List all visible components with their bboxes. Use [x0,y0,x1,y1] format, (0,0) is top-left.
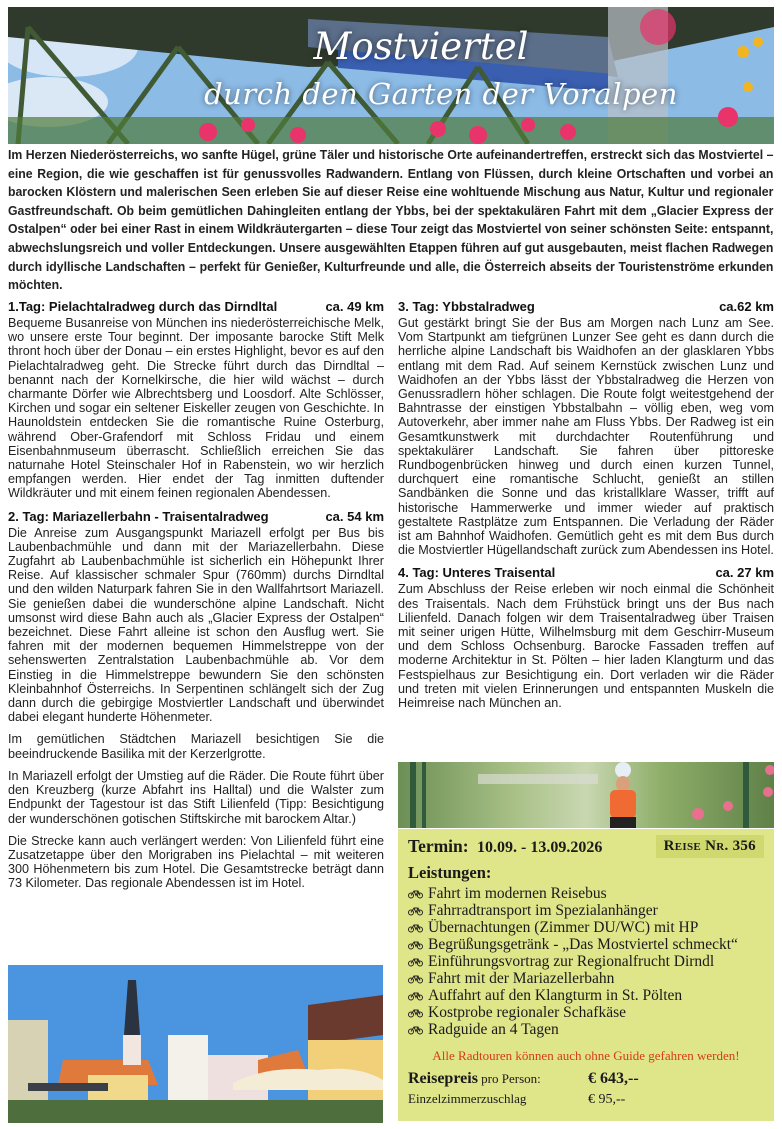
day-1-section [8,299,384,501]
leistung-item [408,953,764,970]
day-1-heading [8,299,384,315]
bicycle-icon [408,923,423,933]
day-4-section [398,565,774,710]
price-label-bold: Reisepreis [408,1070,478,1087]
day-2-text-2: Im gemütlichen Städtchen Mariazell besichtigen Sie die beeindruckende Basilika mit der Kerzerlgrotte. [8,732,384,761]
leistungen-title: Leistungen: [408,863,492,882]
leistung-item [408,885,764,902]
leistung-text: Kostprobe regionaler Schafkäse [428,1004,626,1021]
single-supplement-label: Einzelzimmerzuschlag [408,1091,527,1106]
st-poelten-town-photo [8,965,383,1123]
day-2-text-3: In Mariazell erfolgt der Umstieg auf die Räder. Die Route führt über den Kreuzberg (kurze Abfahrt ins Halltal) und die Walster zum Endpunkt der Tagestour ist das Stift Lilienfeld (Tipp: Besichtigung der wunderschönen gotischen Stiftskirche mit barockem Altar.) [8,768,384,826]
day-2-section [8,509,384,891]
bicycle-icon [408,889,423,899]
single-supplement-row [408,1091,764,1108]
day-1-title: 1.Tag: Pielachtalradweg durch das Dirndltal [8,299,278,314]
day-2-heading [8,509,384,525]
day-2-text-1: Die Anreise zum Ausgangspunkt Mariazell erfolgt per Bus bis Laubenbachmühle und dann mit der Mariazellerbahn. Diese Zugfahrt ab Laubenbachmühle ist sicherlich ein Höhepunkt Ihrer Reise. Auf klassischer schmaler Spur (760mm) durchs Dirndltal und den wilden Naturpark fahren Sie in den Wallfahrtsort Mariazell. Sie genießen dabei die wunderschöne alpine Landschaft. Nicht umsonst wird diese Bahn auch als „Glacier Express der Ostalpen“ bezeichnet. Diese Fahrt alleine ist schon den Ausflug wert. Sie fahren mit der modernen bequemen Himmelstreppe von der sehenswerten Zentralstation Laubenbachmühle ab. Vor dem Einstieg in die Himmelstreppe bewundern Sie den schönsten Kleinbahnhof Österreichs. In Serpentinen schlängelt sich der Zug dann durch die gebirgige Mostviertler Landschaft und überwindet dabei elegant hunderte Höhenmeter. [8,525,384,725]
leistung-text: Einführungsvortrag zur Regionalfrucht Dirndl [428,953,715,970]
day-3-text: Gut gestärkt bringt Sie der Bus am Morgen nach Lunz am See. Vom Startpunkt am tiefgrünen Lunzer See geht es dann durch die herrliche alpine Landschaft bis Waidhofen an der glasklaren Ybbs entlang mit dem Rad. Auf seinem Kernstück zwischen Lunz und Waidhofen an der Ybbs lässt der Ybbstalradweg die Herzen von Genussradlern höher schlagen. Die Route folgt weitestgehend der Bahntrasse der einstigen Ybbstalbahn – völlig eben, weg vom Autoverkehr, aber immer nahe am Fluss Ybbs. Der Radweg ist ein Gesamtkunstwerk mit durchdachter Routenführung und spektakulärer Landschaft. Sie fahren über pittoreske Rundbogenbrücken hinweg und durch einen kurzen Tunnel, durchquert eine romantische Schlucht, genießt an stillen Sandbänken die Sonne und das kristallklare Wasser, trifft auf historische Hammerwerke und immer wieder auf praktisch gestaltete Rastplätze zum Entspannen. Die Verladung der Räder ist am Bahnhof Waidhofen. Gemütlich geht es mit dem Bus durch die Mostviertler Hügellandschaft zurück zum Abendessen ins Hotel. [398,316,774,558]
leistung-text: Fahrt im modernen Reisebus [428,885,607,902]
day-4-distance: ca. 27 km [715,565,774,581]
day-3-distance: ca.62 km [719,299,774,314]
day-3-section [398,299,774,557]
bicycle-icon [408,1008,423,1018]
left-column [8,299,384,899]
leistung-item [408,970,764,987]
hero-banner [8,7,774,144]
leistung-text: Fahrradtransport im Spezialanhänger [428,902,658,919]
termin-dates: 10.09. - 13.09.2026 [476,839,603,856]
termin-label: Termin: [408,836,469,856]
right-column [398,299,774,718]
day-2-title: 2. Tag: Mariazellerbahn - Traisentalradweg [8,508,269,524]
day-4-title: 4. Tag: Unteres Traisental [398,565,556,581]
intro-paragraph: Im Herzen Niederösterreichs, wo sanfte Hügel, grüne Täler und historische Orte aufeinandertreffen, erstreckt sich das Mostviertel – eine Region, die wie geschaffen ist für genussvolles Radwandern. Entlang von Flüssen, durch kleine Ortschaften und vorbei an barocken Klöstern und malerischen Seen erleben Sie auf dieser Reise eine wohltuende Mischung aus Natur, Kultur und regionaler Gastfreundschaft. Ob beim gemütlichen Dahingleiten entlang der Ybbs, bei der spektakulären Fahrt mit dem „Glacier Express der Ostalpen“ oder bei einer Rast in einem Wildkräutergarten – diese Tour zeigt das Mostviertel von seiner schönsten Seite: entspannt, abwechslungsreich und voller Entdeckungen. Unsere ausgewählten Etappen führen auf gut ausgebauten, meist flachen Radwegen durch idyllische Landschaften – perfekt für Genießer, Kulturfreunde und alle, die Österreich abseits der Touristenströme erkunden möchten. [8,147,774,293]
day-4-heading [398,565,774,581]
termin-row [408,835,764,858]
booking-info-box [398,829,774,1121]
leistung-item [408,902,764,919]
price-value: € 643,-- [588,1070,639,1087]
day-1-text: Bequeme Busanreise von München ins niederösterreichische Melk, wo unsere erste Tour beginnt. Der imposante barocke Stift Melk thront hoch über der Donau – ein erstes Highlight, bevor es auf den Pielachtalradweg geht. Die Strecke führt durch das Dirndltal – benannt nach der Kornelkirsche, die hier wild wächst – durch charmante Dörfer wie Albrechtsberg und Loosdorf. Alte Schlösser, Kirchen und sogar ein seltener Eiskeller zeugen von Geschichte. In Haunoldstein entdecken Sie die romantische Ruine Osterburg, während Ober-Grafendorf mit Schloss Fridau und einem Eisenbahnmuseum überrascht. Schließlich erreichen Sie das naturnahe Hotel Steinschaler Hof in Rabenstein, wo wir herzlich empfangen werden. Hier endet der Tag inmitten duftender Wildkräuter und mit einem feinen regionalen Abendessen. [8,316,384,501]
leistung-text: Auffahrt auf den Klangturm in St. Pölten [428,987,683,1004]
day-3-heading [398,299,774,315]
bicycle-icon [408,940,423,950]
termin [408,836,602,857]
leistung-item [408,987,764,1004]
leistung-text: Radguide an 4 Tagen [428,1021,559,1038]
leistung-text: Fahrt mit der Mariazellerbahn [428,970,615,987]
day-2-distance: ca. 54 km [325,508,384,524]
leistung-item [408,1004,764,1021]
leistung-text: Begrüßungsgetränk - „Das Mostviertel schmeckt“ [428,936,738,953]
day-2-text-4: Die Strecke kann auch verlängert werden: Von Lilienfeld führt eine Zusatzetappe über den Morigraben ins Pielachtal – mit weiteren 300 Höhenmetern bis zum Hotel. Die Gesamtstrecke beträgt dann 73 Kilometer. Das regionale Abendessen ist im Hotel. [8,833,384,891]
day-3-title: 3. Tag: Ybbstalradweg [398,299,535,314]
leistungen-list [408,885,764,1038]
guide-note: Alle Radtouren können auch ohne Guide gefahren werden! [432,1048,740,1063]
town-square-illustration [8,965,383,1123]
leistung-item [408,1021,764,1038]
bicycle-icon [408,974,423,984]
leistung-text: Übernachtungen (Zimmer DU/WC) mit HP [428,919,699,936]
bicycle-icon [408,1025,423,1035]
price-label-rest: pro Person: [477,1071,541,1086]
price-label [408,1070,588,1088]
cyclist-photo [398,762,774,828]
single-supplement-value: € 95,-- [588,1092,626,1107]
cyclist-illustration [398,762,774,828]
reise-nr-badge: Reise Nr. 356 [656,835,764,858]
bicycle-icon [408,957,423,967]
bicycle-icon [408,906,423,916]
price-row [408,1070,764,1088]
hero-title: Mostviertel [313,25,529,68]
hero-subtitle: durch den Garten der Voralpen [204,77,678,111]
day-1-distance: ca. 49 km [325,299,384,314]
bicycle-icon [408,991,423,1001]
leistung-item [408,936,764,953]
day-4-text: Zum Abschluss der Reise erleben wir noch einmal die Schönheit des Traisentals. Nach dem Frühstück bringt uns der Bus nach Lilienfeld. Danach folgen wir dem Traisentalradweg über Traisen mit seiner urigen Hütte, Wilhelmsburg mit dem Geschirr-Museum und dem Schloss Ochsenburg. Barocke Fassaden treffen auf moderne Architektur in St. Pölten – hier laden Klangturm und das Festspielhaus zur Besichtigung ein. Dort verladen wir die Räder und treten mit vielen Erinnerungen und entspannten Muskeln die Heimreise nach München an. [398,582,774,711]
leistung-item [408,919,764,936]
